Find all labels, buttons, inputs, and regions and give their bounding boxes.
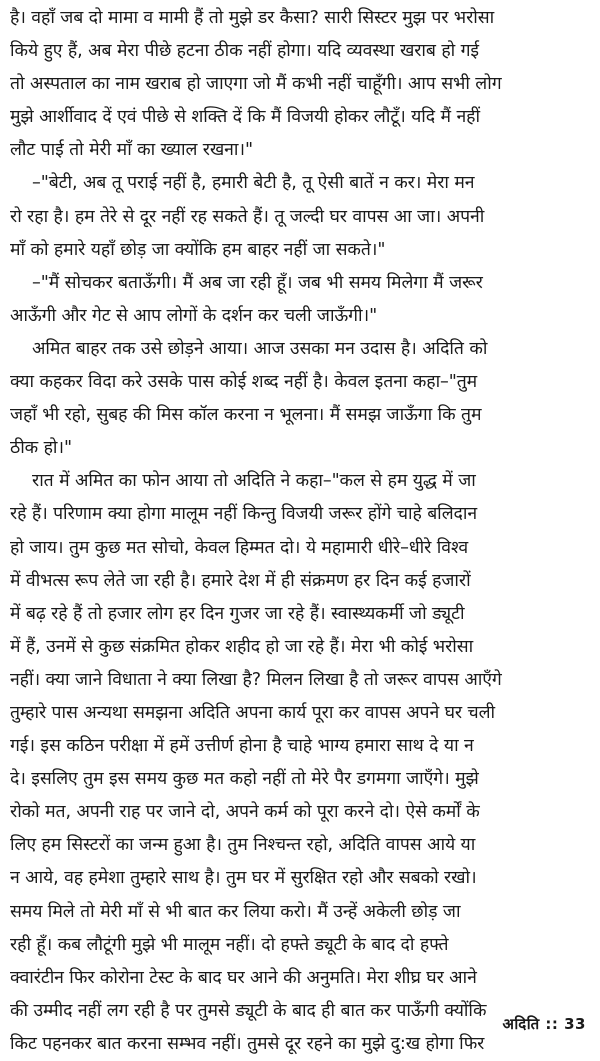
text-line: तुम्हारे पास अन्यथा समझना अदिति अपना कार्य पूरा कर वापस अपने घर चली [10,702,495,723]
text-line: ठीक हो।" [10,438,72,459]
text-line: किये हुए हैं, अब मेरा पीछे हटना ठीक नहीं होगा। यदि व्यवस्था खराब हो गई [10,41,479,62]
text-line: में बढ़ रहे हैं तो हजार लोग हर दिन गुजर जा रहे हैं। स्वास्थ्यकर्मी जो ड्यूटी [10,603,465,624]
text-line: गई। इस कठिन परीक्षा में हमें उत्तीर्ण होना है चाहे भाग्य हमारा साथ दे या न [10,736,474,757]
text-line: जहाँ भी रहो, सुबह की मिस कॉल करना न भूलना। मैं समझ जाऊँगा कि तुम [10,405,482,426]
text-line: रोको मत, अपनी राह पर जाने दो, अपने कर्म को पूरा करने दो। ऐसे कर्मों के [10,802,480,823]
text-line: रही हूँ। कब लौटूंगी मुझे भी मालूम नहीं। दो हफ्ते ड्यूटी के बाद दो हफ्ते [10,934,449,955]
paragraph-1 [10,2,590,167]
text-line: दे। इसलिए तुम इस समय कुछ मत कहो नहीं तो मेरे पैर डगमगा जाएँगे। मुझे [10,769,479,790]
paragraph-5 [10,465,590,1061]
text-line: रो रहा है। हम तेरे से दूर नहीं रह सकते हैं। तू जल्दी घर वापस आ जा। अपनी [10,206,485,227]
text-line: है। वहाँ जब दो मामा व मामी हैं तो मुझे डर कैसा? सारी सिस्टर मुझ पर भरोसा [10,8,495,28]
text-line: नहीं। क्या जाने विधाता ने क्या लिखा है? मिलन लिखा है तो जरूर वापस आएँगे [10,669,502,690]
text-line: रहे हैं। परिणाम क्या होगा मालूम नहीं किन्तु विजयी जरूर होंगे चाहे बलिदान [10,504,477,525]
text-line: क्या कहकर विदा करे उसके पास कोई शब्द नहीं है। केवल इतना कहा–"तुम [10,372,478,393]
text-line: लौट पाई तो मेरी माँ का ख्याल रखना।" [10,140,253,161]
text-line: –"बेटी, अब तू पराई नहीं है, हमारी बेटी है, तू ऐसी बातें न कर। मेरा मन [32,173,475,194]
text-line: –"मैं सोचकर बताऊँगी। मैं अब जा रही हूँ। जब भी समय मिलेगा मैं जरूर [32,272,483,293]
text-line: समय मिले तो मेरी माँ से भी बात कर लिया करो। मैं उन्हें अकेली छोड़ जा [10,901,461,922]
text-line: लिए हम सिस्टरों का जन्म हुआ है। तुम निश्चन्त रहो, अदिति वापस आये या [10,835,476,856]
text-line: आऊँगी और गेट से आप लोगों के दर्शन कर चली जाऊँगी।" [10,305,378,326]
text-line: की उम्मीद नहीं लग रही है पर तुमसे ड्यूटी के बाद ही बात कर पाऊँगी क्योंकि [10,1000,487,1021]
text-line: में हैं, उनमें से कुछ संक्रमित होकर शहीद हो जा रहे हैं। मेरा भी कोई भरोसा [10,636,474,657]
paragraph-4 [10,333,590,465]
text-line: मुझे आर्शीवाद दें एवं पीछे से शक्ति दें कि मैं विजयी होकर लौटूँ। यदि मैं नहीं [10,107,480,128]
document-page [10,2,590,1061]
paragraph-2 [10,167,590,266]
text-line: रात में अमित का फोन आया तो अदिति ने कहा–"कल से हम युद्ध में जा [32,471,476,492]
text-line: हो जाय। तुम कुछ मत सोचो, केवल हिम्मत दो। ये महामारी धीरे–धीरे विश्व [10,537,469,558]
text-line: क्वारंटीन फिर कोरोना टेस्ट के बाद घर आने की अनुमति। मेरा शीघ्र घर आने [10,967,477,988]
text-line: किट पहनकर बात करना सम्भव नहीं। तुमसे दूर रहने का मुझे दु:ख होगा फिर [10,1033,485,1054]
paragraph-3 [10,267,590,333]
text-line: माँ को हमारे यहाँ छोड़ जा क्योंकि हम बाहर नहीं जा सकते।" [10,239,386,260]
text-line: न आये, वह हमेशा तुम्हारे साथ है। तुम घर में सुरक्षित रहो और सबको रखो। [10,868,477,889]
text-line: अमित बाहर तक उसे छोड़ने आया। आज उसका मन उदास है। अदिति को [32,338,488,359]
text-line: में वीभत्स रूप लेते जा रही है। हमारे देश में ही संक्रमण हर दिन कई हजारों [10,570,471,591]
text-line: तो अस्पताल का नाम खराब हो जाएगा जो मैं कभी नहीं चाहूँगी। आप सभी लोग [10,74,502,95]
page-footer-label: अदिति :: 33 [502,1015,586,1033]
